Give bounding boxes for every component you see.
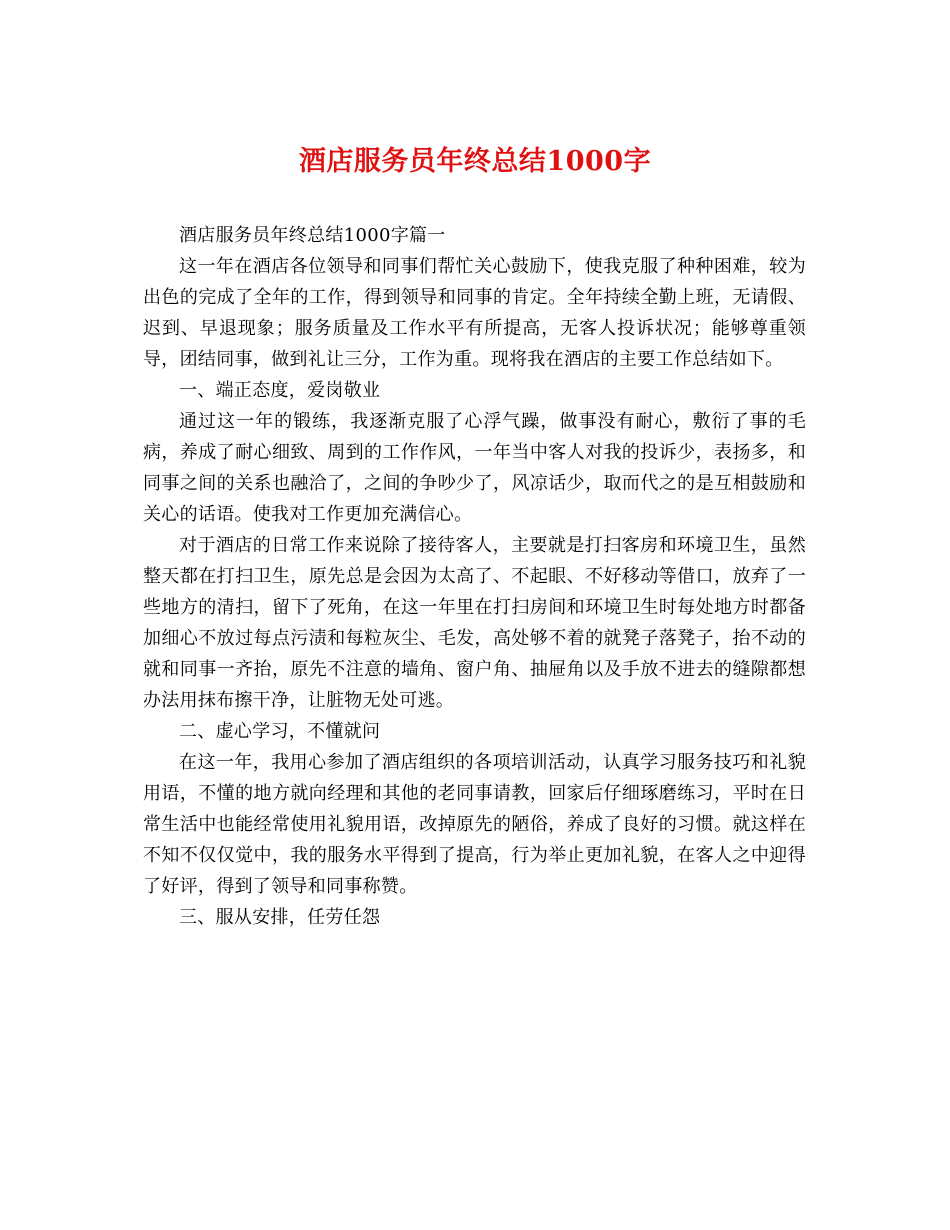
body-paragraph: 在这一年，我用心参加了酒店组织的各项培训活动，认真学习服务技巧和礼貌用语，不懂的地方就向经理和其他的老同事请教，回家后仔细琢磨练习，平时在日常生活中也能经常使用礼貌用语，改掉原先的陋俗，养成了良好的习惯。就这样在不知不仅仅觉中，我的服务水平得到了提高，行为举止更加礼貌，在客人之中迎得了好评，得到了领导和同事称赞。 [143, 752, 806, 897]
intro-paragraph: 这一年在酒店各位领导和同事们帮忙关心鼓励下，使我克服了种种困难，较为出色的完成了全年的工作，得到领导和同事的肯定。全年持续全勤上班，无请假、迟到、早退现象；服务质量及工作水平有所提高，无客人投诉状况；能够尊重领导，团结同事，做到礼让三分，工作为重。现将我在酒店的主要工作总结如下。 [143, 256, 806, 370]
section-heading-1: 一、端正态度，爱岗敬业 [179, 380, 381, 401]
section-heading-3: 三、服从安排，任劳任怨 [179, 907, 381, 928]
subtitle-paragraph: 酒店服务员年终总结1000字篇一 [179, 225, 446, 246]
body-paragraph: 对于酒店的日常工作来说除了接待客人，主要就是打扫客房和环境卫生，虽然整天都在打扫卫生，原先总是会因为太高了、不起眼、不好移动等借口，放弃了一些地方的清扫，留下了死角，在这一年里在打扫房间和环境卫生时每处地方时都备加细心不放过每点污渍和每粒灰尘、毛发，高处够不着的就凳子落凳子，抬不动的就和同事一齐抬，原先不注意的墙角、窗户角、抽屉角以及手放不进去的缝隙都想办法用抹布擦干净，让脏物无处可逃。 [143, 535, 806, 711]
document-body [143, 220, 806, 933]
body-paragraph: 通过这一年的锻练，我逐渐克服了心浮气躁，做事没有耐心，敷衍了事的毛病，养成了耐心细致、周到的工作作风，一年当中客人对我的投诉少，表扬多，和同事之间的关系也融洽了，之间的争吵少了，风凉话少，取而代之的是互相鼓励和关心的话语。使我对工作更加充满信心。 [143, 411, 806, 525]
section-heading-2: 二、虚心学习，不懂就问 [179, 721, 381, 742]
document-title: 酒店服务员年终总结1000字 [298, 146, 652, 177]
